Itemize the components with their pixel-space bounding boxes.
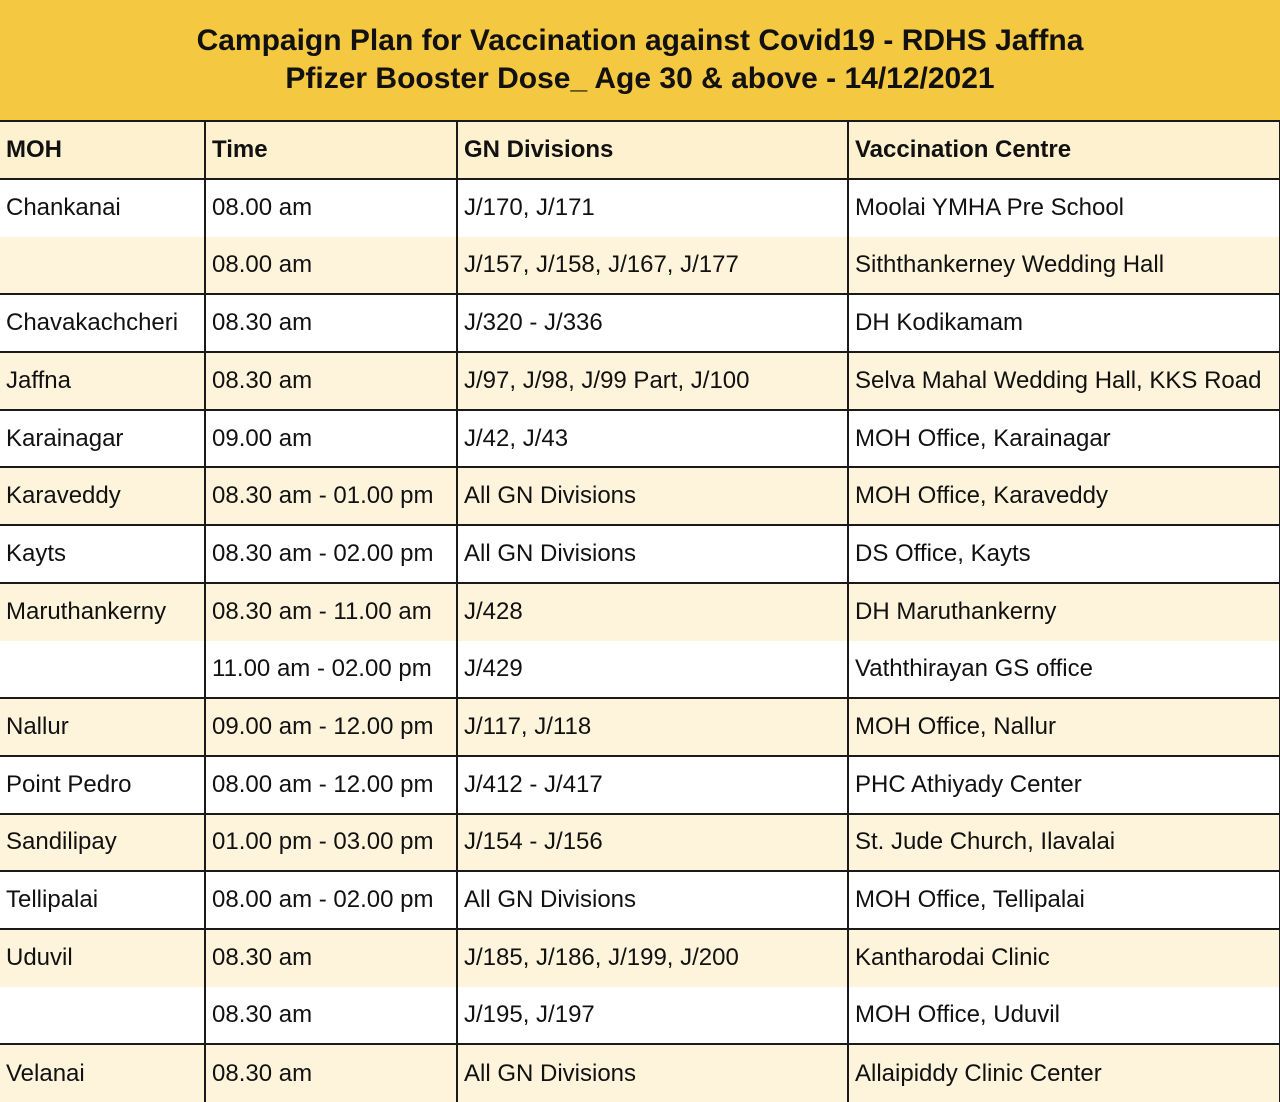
- vaccination-centre-cell: Vaththirayan GS office: [848, 641, 1280, 699]
- time-cell: 08.30 am: [205, 1044, 457, 1102]
- time-cell: 09.00 am: [205, 410, 457, 468]
- table-row: [0, 467, 1280, 525]
- moh-cell: Point Pedro: [0, 756, 205, 814]
- time-cell: 08.30 am - 11.00 am: [205, 583, 457, 641]
- moh-cell: Kayts: [0, 525, 205, 583]
- table-row: [0, 871, 1280, 929]
- vaccination-centre-cell: DH Kodikamam: [848, 294, 1280, 352]
- gn-divisions-cell: J/117, J/118: [457, 698, 848, 756]
- moh-cell: Uduvil: [0, 929, 205, 987]
- column-header-moh: MOH: [0, 122, 205, 179]
- gn-divisions-cell: J/97, J/98, J/99 Part, J/100: [457, 352, 848, 410]
- moh-cell: Tellipalai: [0, 871, 205, 929]
- table-row: [0, 814, 1280, 872]
- moh-cell: Chavakachcheri: [0, 294, 205, 352]
- vaccination-schedule-table: [0, 122, 1280, 1102]
- table-row: [0, 352, 1280, 410]
- moh-cell: Jaffna: [0, 352, 205, 410]
- time-cell: 08.30 am: [205, 352, 457, 410]
- table-row: [0, 756, 1280, 814]
- vaccination-centre-cell: PHC Athiyady Center: [848, 756, 1280, 814]
- vaccination-centre-cell: DS Office, Kayts: [848, 525, 1280, 583]
- gn-divisions-cell: All GN Divisions: [457, 871, 848, 929]
- moh-cell: [0, 237, 205, 295]
- time-cell: 01.00 pm - 03.00 pm: [205, 814, 457, 872]
- time-cell: 08.30 am - 01.00 pm: [205, 467, 457, 525]
- vaccination-centre-cell: Siththankerney Wedding Hall: [848, 237, 1280, 295]
- time-cell: 08.00 am: [205, 237, 457, 295]
- moh-cell: Nallur: [0, 698, 205, 756]
- gn-divisions-cell: J/429: [457, 641, 848, 699]
- table-row: [0, 987, 1280, 1045]
- vaccination-centre-cell: St. Jude Church, Ilavalai: [848, 814, 1280, 872]
- table-row: [0, 583, 1280, 641]
- vaccination-centre-cell: MOH Office, Nallur: [848, 698, 1280, 756]
- table-row: [0, 929, 1280, 987]
- vaccination-centre-cell: MOH Office, Karainagar: [848, 410, 1280, 468]
- gn-divisions-cell: All GN Divisions: [457, 1044, 848, 1102]
- moh-cell: Maruthankerny: [0, 583, 205, 641]
- vaccination-centre-cell: MOH Office, Karaveddy: [848, 467, 1280, 525]
- moh-cell: Karaveddy: [0, 467, 205, 525]
- moh-cell: Velanai: [0, 1044, 205, 1102]
- page-subtitle: Pfizer Booster Dose_ Age 30 & above - 14/12/2021: [285, 62, 995, 95]
- column-header-time: Time: [205, 122, 457, 179]
- table-row: [0, 294, 1280, 352]
- vaccination-centre-cell: Kantharodai Clinic: [848, 929, 1280, 987]
- gn-divisions-cell: J/412 - J/417: [457, 756, 848, 814]
- gn-divisions-cell: J/154 - J/156: [457, 814, 848, 872]
- title-banner: [0, 0, 1280, 122]
- time-cell: 08.30 am: [205, 294, 457, 352]
- vaccination-centre-cell: DH Maruthankerny: [848, 583, 1280, 641]
- moh-cell: Karainagar: [0, 410, 205, 468]
- vaccination-centre-cell: MOH Office, Uduvil: [848, 987, 1280, 1045]
- gn-divisions-cell: J/428: [457, 583, 848, 641]
- page-title: Campaign Plan for Vaccination against Covid19 - RDHS Jaffna: [196, 24, 1084, 57]
- gn-divisions-cell: J/157, J/158, J/167, J/177: [457, 237, 848, 295]
- table-row: [0, 641, 1280, 699]
- gn-divisions-cell: J/195, J/197: [457, 987, 848, 1045]
- vaccination-centre-cell: Selva Mahal Wedding Hall, KKS Road: [848, 352, 1280, 410]
- time-cell: 08.00 am - 12.00 pm: [205, 756, 457, 814]
- gn-divisions-cell: J/42, J/43: [457, 410, 848, 468]
- moh-cell: Chankanai: [0, 179, 205, 237]
- vaccination-centre-cell: Allaipiddy Clinic Center: [848, 1044, 1280, 1102]
- time-cell: 08.00 am: [205, 179, 457, 237]
- time-cell: 08.30 am - 02.00 pm: [205, 525, 457, 583]
- table-row: [0, 410, 1280, 468]
- time-cell: 09.00 am - 12.00 pm: [205, 698, 457, 756]
- moh-cell: [0, 987, 205, 1045]
- time-cell: 11.00 am - 02.00 pm: [205, 641, 457, 699]
- table-row: [0, 1044, 1280, 1102]
- time-cell: 08.00 am - 02.00 pm: [205, 871, 457, 929]
- gn-divisions-cell: J/320 - J/336: [457, 294, 848, 352]
- gn-divisions-cell: All GN Divisions: [457, 525, 848, 583]
- gn-divisions-cell: All GN Divisions: [457, 467, 848, 525]
- time-cell: 08.30 am: [205, 987, 457, 1045]
- vaccination-centre-cell: MOH Office, Tellipalai: [848, 871, 1280, 929]
- table-row: [0, 179, 1280, 237]
- table-row: [0, 237, 1280, 295]
- table-header-row: [0, 122, 1280, 179]
- table-row: [0, 698, 1280, 756]
- moh-cell: Sandilipay: [0, 814, 205, 872]
- gn-divisions-cell: J/170, J/171: [457, 179, 848, 237]
- time-cell: 08.30 am: [205, 929, 457, 987]
- moh-cell: [0, 641, 205, 699]
- column-header-vaccination-centre: Vaccination Centre: [848, 122, 1280, 179]
- gn-divisions-cell: J/185, J/186, J/199, J/200: [457, 929, 848, 987]
- table-row: [0, 525, 1280, 583]
- vaccination-centre-cell: Moolai YMHA Pre School: [848, 179, 1280, 237]
- column-header-gn-divisions: GN Divisions: [457, 122, 848, 179]
